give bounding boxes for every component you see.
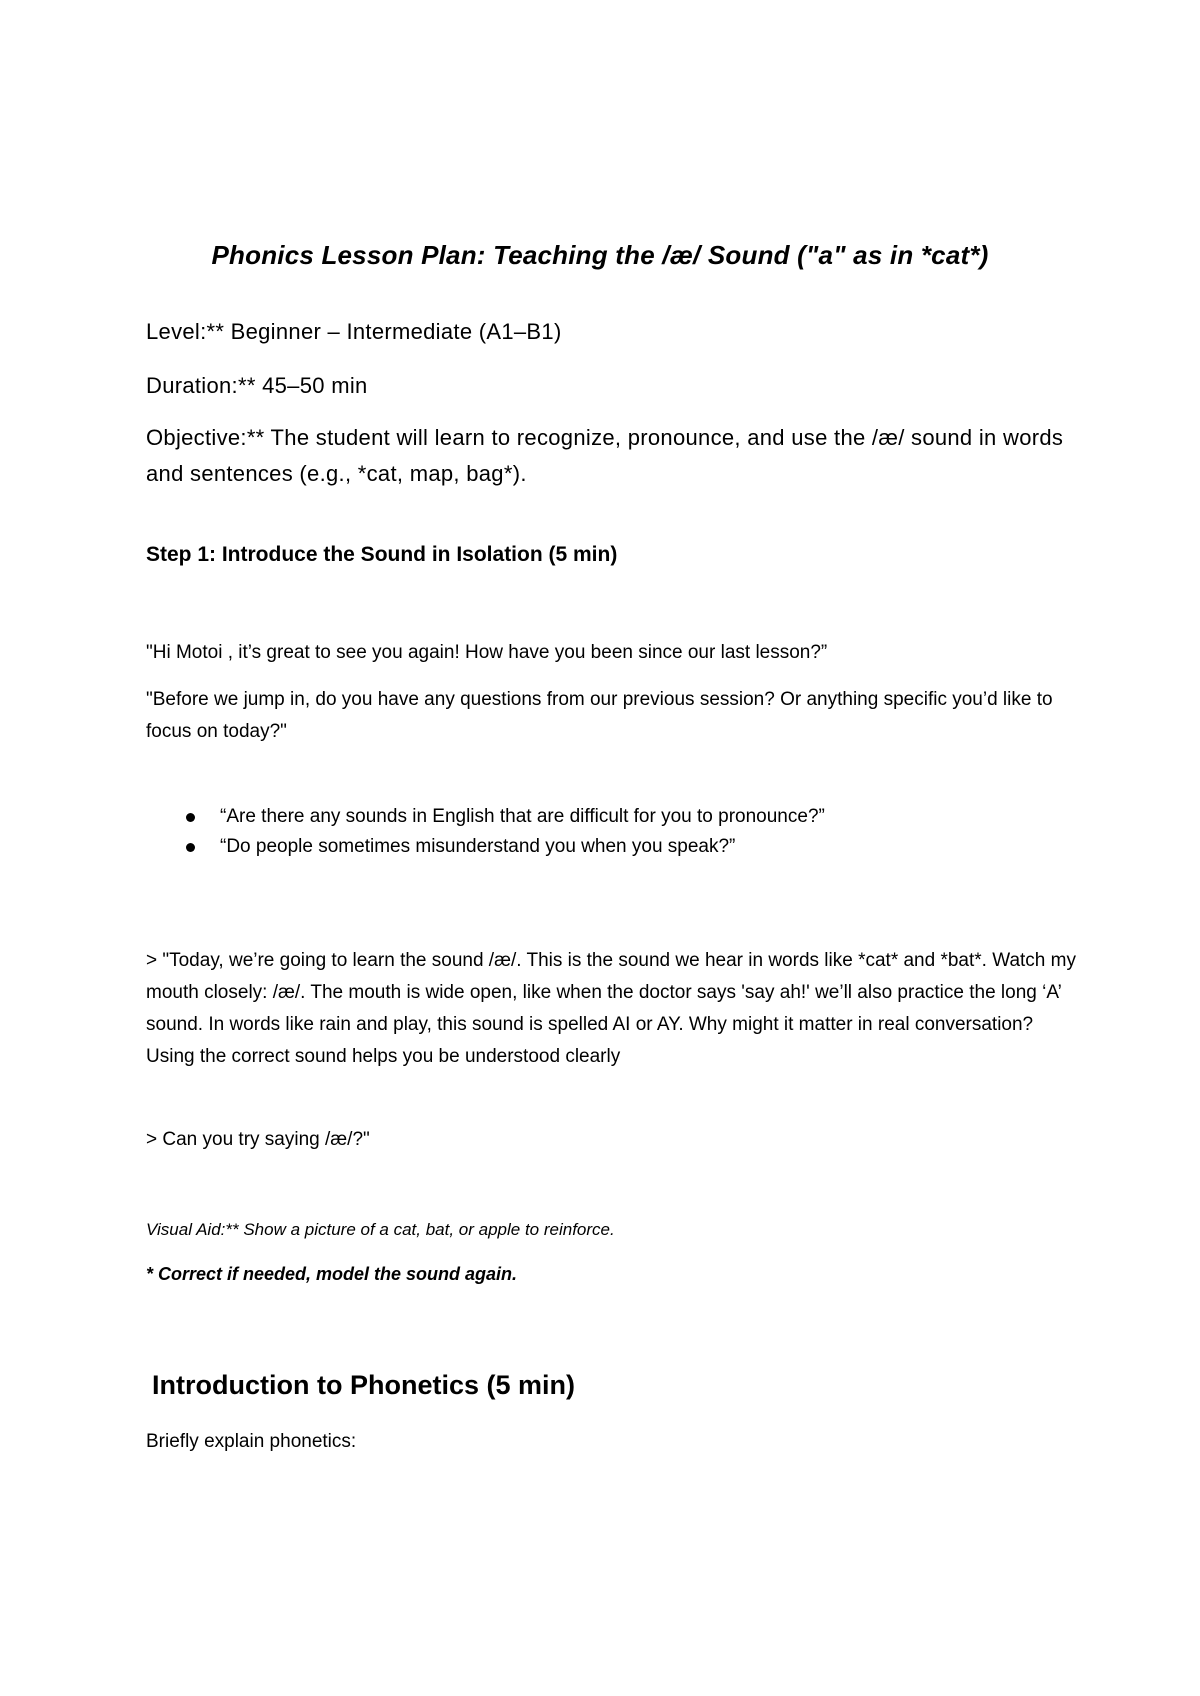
explanation-paragraph: > "Today, we’re going to learn the sound /æ/. This is the sound we hear in words like *cat* and *bat*. Watch my mouth closely: /æ/. The mouth is wide open, like when the doctor says 'say ah!' we’ll also practice the long ‘A’ sound. In words like rain and play, this sound is spelled AI or AY. Why might it matter in real conversation? Using the correct sound helps you be understood clearly [146, 950, 1076, 1067]
list-item [176, 832, 1076, 862]
phonetics-intro: Briefly explain phonetics: [146, 1431, 357, 1452]
question-paragraph: "Before we jump in, do you have any questions from our previous session? Or anything specific you’d like to focus on today?" [146, 689, 1053, 742]
greeting-paragraph: "Hi Motoi , it’s great to see you again! How have you been since our last lesson?” [146, 642, 828, 663]
bullet-text: “Do people sometimes misunderstand you when you speak?” [220, 836, 736, 857]
bullet-icon [186, 843, 195, 852]
objective-paragraph: Objective:** The student will learn to recognize, pronounce, and use the /æ/ sound in words and sentences (e.g., *cat, map, bag*). [146, 425, 1064, 486]
step1-heading: Step 1: Introduce the Sound in Isolation (5 min) [146, 543, 618, 566]
prompt-paragraph: > Can you try saying /æ/?" [146, 1129, 370, 1150]
bullet-text: “Are there any sounds in English that are difficult for you to pronounce?” [220, 806, 825, 827]
list-item [176, 802, 1076, 832]
question-bullet-list [176, 802, 1076, 862]
phonetics-heading: Introduction to Phonetics (5 min) [152, 1370, 575, 1400]
level-line: Level:** Beginner – Intermediate (A1–B1) [146, 319, 562, 344]
bullet-icon [186, 813, 195, 822]
visual-aid-note: Visual Aid:** Show a picture of a cat, bat, or apple to reinforce. [146, 1220, 615, 1239]
document-title: Phonics Lesson Plan: Teaching the /æ/ Sound ("a" as in *cat*) [211, 240, 989, 270]
duration-line: Duration:** 45–50 min [146, 373, 368, 398]
correction-note: * Correct if needed, model the sound again. [146, 1264, 518, 1284]
